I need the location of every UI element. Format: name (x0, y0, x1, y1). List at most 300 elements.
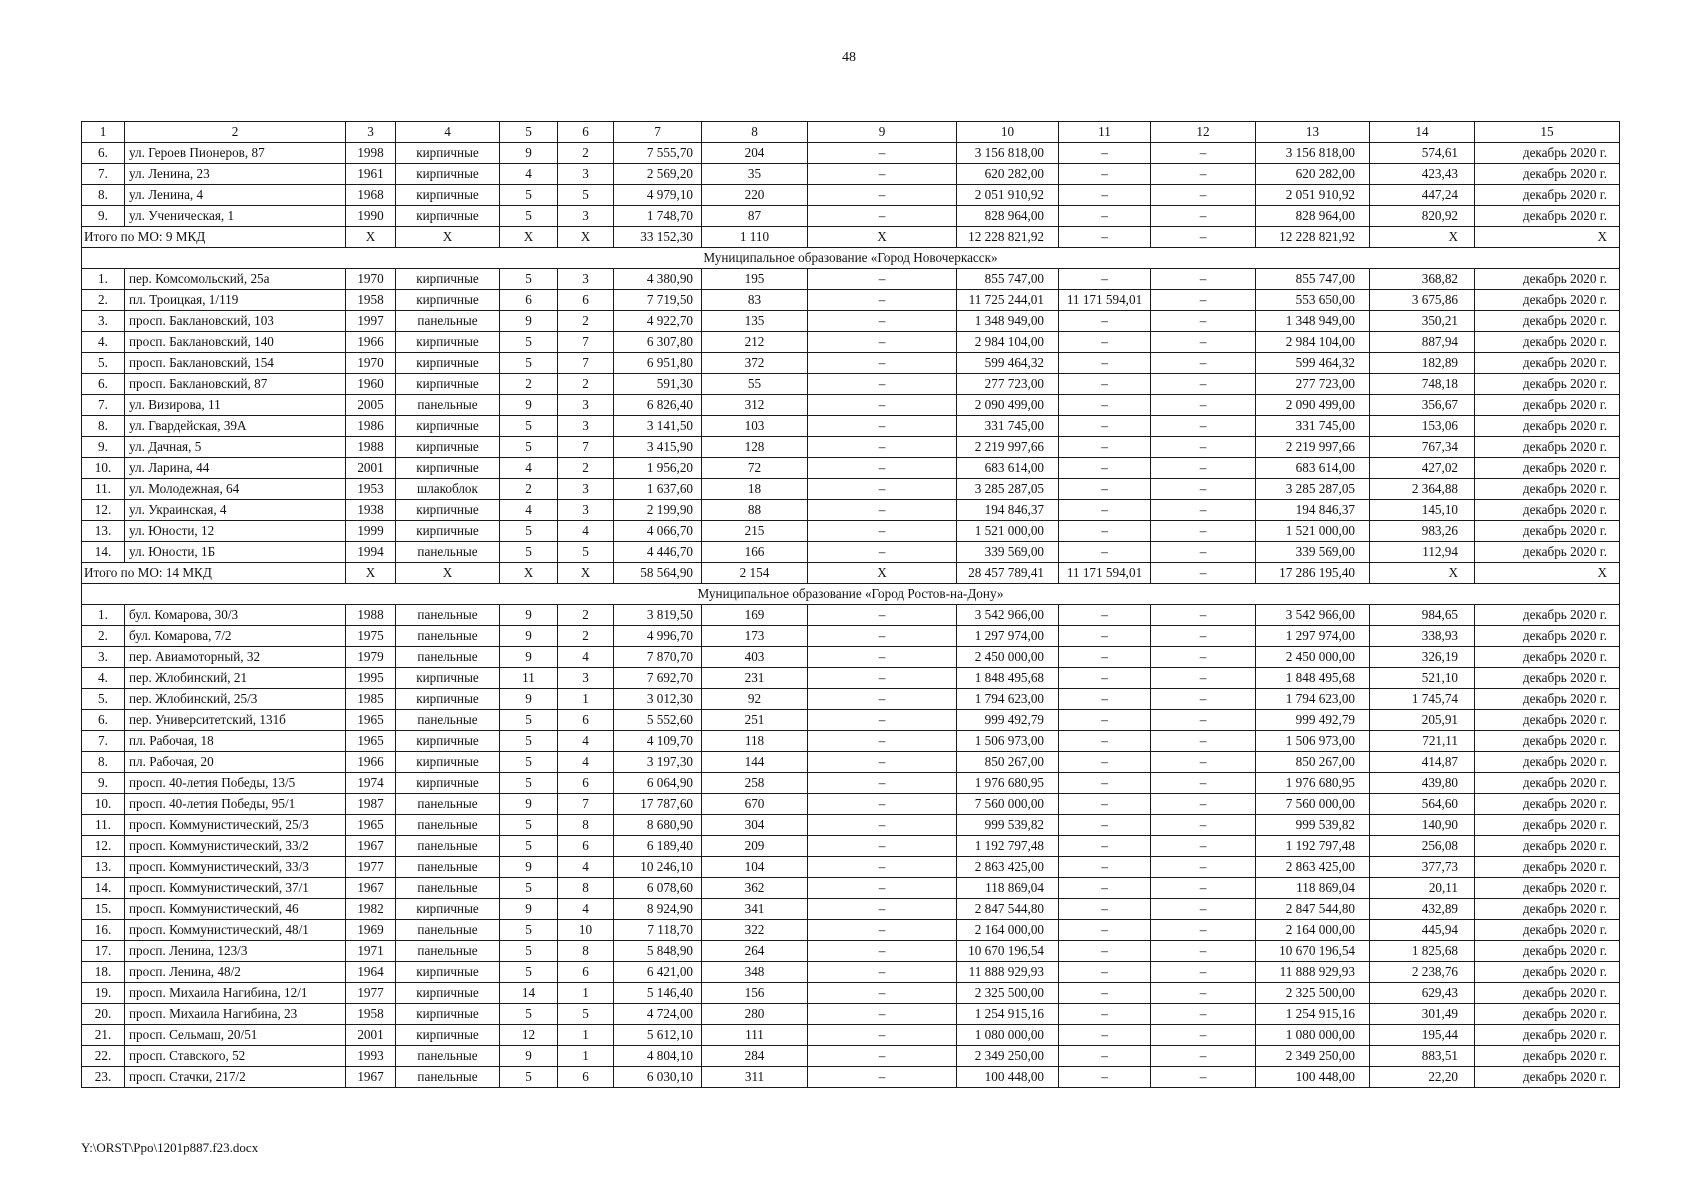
table-cell: 10 (558, 920, 614, 941)
table-cell: 999 539,82 (1256, 815, 1370, 836)
table-cell: 6 421,00 (614, 962, 702, 983)
table-cell: – (808, 143, 957, 164)
table-cell: 5 (500, 542, 558, 563)
table-cell: 3 (558, 668, 614, 689)
table-cell: – (808, 437, 957, 458)
table-cell: – (1151, 1046, 1256, 1067)
table-cell: 17 787,60 (614, 794, 702, 815)
table-cell: 1 506 973,00 (1256, 731, 1370, 752)
table-cell: – (1059, 647, 1151, 668)
table-cell: 7 870,70 (614, 647, 702, 668)
table-cell: 984,65 (1370, 605, 1475, 626)
table-cell: 403 (702, 647, 808, 668)
table-cell: 4 066,70 (614, 521, 702, 542)
table-cell: – (1151, 626, 1256, 647)
table-cell: 2 199,90 (614, 500, 702, 521)
table-cell: – (1059, 899, 1151, 920)
address-cell: пер. Жлобинский, 21 (125, 668, 346, 689)
table-cell: – (808, 731, 957, 752)
table-cell: 7 560 000,00 (957, 794, 1059, 815)
subtotal-cell: X (346, 563, 396, 584)
table-cell: 195 (702, 269, 808, 290)
table-cell: 432,89 (1370, 899, 1475, 920)
table-cell: 9 (500, 689, 558, 710)
table-row (82, 899, 1620, 920)
table-cell: 855 747,00 (1256, 269, 1370, 290)
table-cell: 331 745,00 (957, 416, 1059, 437)
table-cell: 118 869,04 (1256, 878, 1370, 899)
table-cell: – (1059, 962, 1151, 983)
section-title: Муниципальное образование «Город Новочеркасск» (82, 248, 1620, 269)
table-cell: 258 (702, 773, 808, 794)
table-cell: 5 (500, 731, 558, 752)
table-cell: – (1059, 857, 1151, 878)
table-cell: 194 846,37 (957, 500, 1059, 521)
table-cell: 301,49 (1370, 1004, 1475, 1025)
subtotal-cell: X (808, 227, 957, 248)
table-cell: – (1059, 374, 1151, 395)
table-cell: 1979 (346, 647, 396, 668)
table-cell: – (1059, 836, 1151, 857)
table-cell: – (1151, 311, 1256, 332)
table-cell: 100 448,00 (957, 1067, 1059, 1088)
table-cell: кирпичные (396, 269, 500, 290)
table-cell: 205,91 (1370, 710, 1475, 731)
table-cell: панельные (396, 647, 500, 668)
section-header-row (82, 584, 1620, 605)
table-cell: – (808, 668, 957, 689)
table-cell: 14 (500, 983, 558, 1004)
table-cell: 1999 (346, 521, 396, 542)
table-cell: 8 (558, 941, 614, 962)
table-cell: 1994 (346, 542, 396, 563)
address-cell: ул. Дачная, 5 (125, 437, 346, 458)
table-cell: 1 506 973,00 (957, 731, 1059, 752)
table-cell: 439,80 (1370, 773, 1475, 794)
table-cell: 5 (558, 1004, 614, 1025)
table-cell: 3 (558, 416, 614, 437)
table-cell: 144 (702, 752, 808, 773)
table-cell: 855 747,00 (957, 269, 1059, 290)
subtotal-cell: – (1059, 227, 1151, 248)
table-cell: декабрь 2020 г. (1475, 479, 1620, 500)
table-cell: 4 (500, 164, 558, 185)
table-row (82, 206, 1620, 227)
table-cell: 2. (82, 626, 125, 647)
table-cell: 4 (558, 857, 614, 878)
table-cell: – (808, 878, 957, 899)
subtotal-row (82, 563, 1620, 584)
table-cell: 5 (500, 941, 558, 962)
table-cell: 2 364,88 (1370, 479, 1475, 500)
table-cell: 277 723,00 (1256, 374, 1370, 395)
table-cell: 8 924,90 (614, 899, 702, 920)
table-cell: 427,02 (1370, 458, 1475, 479)
table-cell: 280 (702, 1004, 808, 1025)
table-cell: панельные (396, 1067, 500, 1088)
table-cell: – (1059, 332, 1151, 353)
table-row (82, 731, 1620, 752)
table-cell: декабрь 2020 г. (1475, 731, 1620, 752)
table-cell: – (1059, 185, 1151, 206)
table-cell: 19. (82, 983, 125, 1004)
table-cell: 7. (82, 731, 125, 752)
subtotal-cell: 28 457 789,41 (957, 563, 1059, 584)
table-cell: 1966 (346, 332, 396, 353)
address-cell: ул. Гвардейская, 39А (125, 416, 346, 437)
housing-table-wrapper (81, 121, 1620, 1088)
table-cell: кирпичные (396, 962, 500, 983)
address-cell: пер. Университетский, 131б (125, 710, 346, 731)
table-cell: 2 847 544,80 (957, 899, 1059, 920)
table-cell: 5 (500, 773, 558, 794)
table-row (82, 458, 1620, 479)
table-row (82, 689, 1620, 710)
table-cell: – (808, 689, 957, 710)
table-cell: – (808, 353, 957, 374)
table-cell: 1977 (346, 983, 396, 1004)
table-cell: – (1059, 479, 1151, 500)
table-cell: 7 (558, 332, 614, 353)
table-cell: – (1059, 668, 1151, 689)
table-cell: 2 349 250,00 (1256, 1046, 1370, 1067)
address-cell: пл. Рабочая, 20 (125, 752, 346, 773)
table-cell: декабрь 2020 г. (1475, 626, 1620, 647)
table-cell: 362 (702, 878, 808, 899)
table-cell: 3. (82, 647, 125, 668)
table-cell: 2 349 250,00 (957, 1046, 1059, 1067)
table-cell: 153,06 (1370, 416, 1475, 437)
table-cell: – (1059, 983, 1151, 1004)
table-cell: 2 051 910,92 (1256, 185, 1370, 206)
address-cell: просп. Ставского, 52 (125, 1046, 346, 1067)
table-cell: 2 (500, 374, 558, 395)
address-cell: просп. Баклановский, 154 (125, 353, 346, 374)
footer-file-path: Y:\ORST\Ppo\1201p887.f23.docx (81, 1140, 259, 1155)
table-cell: 341 (702, 899, 808, 920)
table-cell: – (808, 500, 957, 521)
table-cell: декабрь 2020 г. (1475, 689, 1620, 710)
table-cell: 12 (500, 1025, 558, 1046)
table-cell: 4 996,70 (614, 626, 702, 647)
table-cell: 55 (702, 374, 808, 395)
table-row (82, 269, 1620, 290)
table-cell: 5 146,40 (614, 983, 702, 1004)
table-cell: – (1059, 710, 1151, 731)
table-cell: 883,51 (1370, 1046, 1475, 1067)
table-cell: кирпичные (396, 437, 500, 458)
table-cell: – (1151, 395, 1256, 416)
table-cell: – (1151, 185, 1256, 206)
table-cell: декабрь 2020 г. (1475, 983, 1620, 1004)
table-cell: 3 (558, 164, 614, 185)
table-cell: 828 964,00 (957, 206, 1059, 227)
subtotal-cell: 58 564,90 (614, 563, 702, 584)
address-cell: ул. Ленина, 23 (125, 164, 346, 185)
address-cell: просп. Баклановский, 103 (125, 311, 346, 332)
table-cell: 599 464,32 (957, 353, 1059, 374)
table-cell: – (1151, 143, 1256, 164)
table-row (82, 920, 1620, 941)
table-cell: 6. (82, 143, 125, 164)
table-cell: 7 719,50 (614, 290, 702, 311)
table-cell: – (808, 794, 957, 815)
table-cell: декабрь 2020 г. (1475, 878, 1620, 899)
table-cell: – (808, 1067, 957, 1088)
table-cell: 2 863 425,00 (957, 857, 1059, 878)
table-cell: 1998 (346, 143, 396, 164)
table-cell: 2 863 425,00 (1256, 857, 1370, 878)
table-cell: 1985 (346, 689, 396, 710)
table-cell: 7. (82, 395, 125, 416)
table-cell: 1 297 974,00 (957, 626, 1059, 647)
table-cell: – (1151, 416, 1256, 437)
table-cell: 145,10 (1370, 500, 1475, 521)
table-cell: 2 (558, 458, 614, 479)
subtotal-cell: X (558, 563, 614, 584)
table-cell: 256,08 (1370, 836, 1475, 857)
table-cell: 2 238,76 (1370, 962, 1475, 983)
table-cell: 13. (82, 857, 125, 878)
table-cell: 220 (702, 185, 808, 206)
table-cell: 6 064,90 (614, 773, 702, 794)
table-row (82, 416, 1620, 437)
table-cell: 767,34 (1370, 437, 1475, 458)
table-cell: 1 297 974,00 (1256, 626, 1370, 647)
table-cell: кирпичные (396, 332, 500, 353)
table-cell: декабрь 2020 г. (1475, 395, 1620, 416)
table-cell: декабрь 2020 г. (1475, 311, 1620, 332)
table-cell: 311 (702, 1067, 808, 1088)
table-cell: – (1151, 1025, 1256, 1046)
table-cell: 1 348 949,00 (1256, 311, 1370, 332)
table-cell: 4 (558, 899, 614, 920)
table-cell: декабрь 2020 г. (1475, 794, 1620, 815)
table-cell: 6 030,10 (614, 1067, 702, 1088)
table-cell: 22. (82, 1046, 125, 1067)
table-cell: 11. (82, 479, 125, 500)
subtotal-cell: – (1151, 227, 1256, 248)
table-cell: – (808, 647, 957, 668)
table-cell: декабрь 2020 г. (1475, 962, 1620, 983)
table-cell: 1967 (346, 836, 396, 857)
table-cell: кирпичные (396, 731, 500, 752)
address-cell: просп. 40-летия Победы, 95/1 (125, 794, 346, 815)
table-cell: 3 542 966,00 (1256, 605, 1370, 626)
table-cell: 112,94 (1370, 542, 1475, 563)
table-cell: 2 (558, 626, 614, 647)
table-cell: – (808, 857, 957, 878)
table-row (82, 353, 1620, 374)
table-cell: 1 976 680,95 (1256, 773, 1370, 794)
table-cell: декабрь 2020 г. (1475, 269, 1620, 290)
table-row (82, 941, 1620, 962)
table-cell: – (1059, 542, 1151, 563)
table-cell: декабрь 2020 г. (1475, 941, 1620, 962)
address-cell: просп. Стачки, 217/2 (125, 1067, 346, 1088)
table-cell: 9 (500, 143, 558, 164)
table-cell: – (808, 920, 957, 941)
address-cell: бул. Комарова, 7/2 (125, 626, 346, 647)
table-cell: – (808, 1004, 957, 1025)
table-cell: декабрь 2020 г. (1475, 437, 1620, 458)
table-cell: – (1151, 458, 1256, 479)
table-cell: панельные (396, 1046, 500, 1067)
table-cell: 564,60 (1370, 794, 1475, 815)
table-cell: 1 794 623,00 (957, 689, 1059, 710)
table-cell: 2 (558, 143, 614, 164)
table-cell: – (1151, 836, 1256, 857)
table-cell: – (1059, 143, 1151, 164)
table-cell: 1 (558, 1046, 614, 1067)
table-cell: 9 (500, 605, 558, 626)
table-cell: 1968 (346, 185, 396, 206)
table-cell: – (1059, 164, 1151, 185)
address-cell: ул. Украинская, 4 (125, 500, 346, 521)
table-cell: декабрь 2020 г. (1475, 647, 1620, 668)
table-cell: 3. (82, 311, 125, 332)
table-cell: 1988 (346, 605, 396, 626)
table-cell: панельные (396, 710, 500, 731)
subtotal-cell: X (1475, 563, 1620, 584)
address-cell: пл. Рабочая, 18 (125, 731, 346, 752)
table-cell: 5 (500, 269, 558, 290)
table-cell: 4 724,00 (614, 1004, 702, 1025)
table-cell: 1 794 623,00 (1256, 689, 1370, 710)
table-cell: – (1151, 269, 1256, 290)
subtotal-row (82, 227, 1620, 248)
header-col-1: 1 (82, 122, 125, 143)
table-cell: 8. (82, 185, 125, 206)
subtotal-cell: 1 110 (702, 227, 808, 248)
header-col-12: 12 (1151, 122, 1256, 143)
table-cell: 15. (82, 899, 125, 920)
table-cell: 21. (82, 1025, 125, 1046)
table-cell: – (1151, 353, 1256, 374)
table-cell: 1988 (346, 437, 396, 458)
table-cell: декабрь 2020 г. (1475, 374, 1620, 395)
table-cell: 3 542 966,00 (957, 605, 1059, 626)
table-cell: 2 984 104,00 (957, 332, 1059, 353)
table-cell: 683 614,00 (957, 458, 1059, 479)
table-cell: 209 (702, 836, 808, 857)
table-cell: 1965 (346, 731, 396, 752)
table-cell: 574,61 (1370, 143, 1475, 164)
table-cell: 4 (558, 731, 614, 752)
address-cell: просп. Сельмаш, 20/51 (125, 1025, 346, 1046)
table-cell: 1938 (346, 500, 396, 521)
table-cell: – (1059, 1046, 1151, 1067)
table-cell: 1 (558, 983, 614, 1004)
table-row (82, 437, 1620, 458)
address-cell: просп. Коммунистический, 25/3 (125, 815, 346, 836)
table-cell: 326,19 (1370, 647, 1475, 668)
header-col-5: 5 (500, 122, 558, 143)
table-cell: панельные (396, 311, 500, 332)
table-cell: 5 (500, 332, 558, 353)
table-row (82, 164, 1620, 185)
table-cell: панельные (396, 542, 500, 563)
table-cell: 12. (82, 500, 125, 521)
table-cell: – (1151, 710, 1256, 731)
subtotal-cell: X (500, 563, 558, 584)
table-cell: 1. (82, 605, 125, 626)
table-cell: 118 869,04 (957, 878, 1059, 899)
subtotal-cell: X (808, 563, 957, 584)
table-cell: – (1151, 815, 1256, 836)
address-cell: просп. Ленина, 48/2 (125, 962, 346, 983)
table-cell: – (808, 710, 957, 731)
table-cell: 5 (500, 962, 558, 983)
table-cell: 10. (82, 794, 125, 815)
table-cell: панельные (396, 794, 500, 815)
table-cell: кирпичные (396, 983, 500, 1004)
table-cell: декабрь 2020 г. (1475, 605, 1620, 626)
table-cell: 322 (702, 920, 808, 941)
table-cell: – (1151, 878, 1256, 899)
table-cell: 3 156 818,00 (1256, 143, 1370, 164)
table-cell: 1993 (346, 1046, 396, 1067)
table-cell: – (1151, 206, 1256, 227)
table-cell: 620 282,00 (957, 164, 1059, 185)
table-row (82, 605, 1620, 626)
address-cell: просп. Баклановский, 140 (125, 332, 346, 353)
table-row (82, 878, 1620, 899)
table-cell: 18 (702, 479, 808, 500)
table-row (82, 479, 1620, 500)
table-cell: – (1151, 542, 1256, 563)
table-cell: 1 848 495,68 (1256, 668, 1370, 689)
table-cell: 2. (82, 290, 125, 311)
header-col-6: 6 (558, 122, 614, 143)
table-cell: 2 450 000,00 (1256, 647, 1370, 668)
table-cell: 5 (500, 185, 558, 206)
table-cell: кирпичные (396, 185, 500, 206)
table-cell: 1958 (346, 1004, 396, 1025)
table-row (82, 983, 1620, 1004)
table-cell: 339 569,00 (1256, 542, 1370, 563)
table-cell: 1975 (346, 626, 396, 647)
table-cell: 14. (82, 878, 125, 899)
table-cell: 1970 (346, 269, 396, 290)
table-cell: 5 (500, 437, 558, 458)
table-cell: 18. (82, 962, 125, 983)
table-cell: 5 (558, 185, 614, 206)
header-row (82, 122, 1620, 143)
table-row (82, 1046, 1620, 1067)
table-cell: 1997 (346, 311, 396, 332)
table-cell: 1961 (346, 164, 396, 185)
table-cell: 1 348 949,00 (957, 311, 1059, 332)
table-cell: 2 847 544,80 (1256, 899, 1370, 920)
table-cell: – (808, 374, 957, 395)
subtotal-cell: – (1151, 563, 1256, 584)
table-cell: 9 (500, 626, 558, 647)
address-cell: просп. Баклановский, 87 (125, 374, 346, 395)
table-cell: 4 979,10 (614, 185, 702, 206)
table-cell: 8 (558, 815, 614, 836)
table-cell: 251 (702, 710, 808, 731)
table-cell: – (808, 521, 957, 542)
table-cell: 5 (500, 878, 558, 899)
table-cell: 35 (702, 164, 808, 185)
table-cell: – (1059, 815, 1151, 836)
table-cell: 5 (500, 353, 558, 374)
table-cell: – (1059, 458, 1151, 479)
table-cell: 1 (558, 689, 614, 710)
table-row (82, 836, 1620, 857)
table-row (82, 710, 1620, 731)
